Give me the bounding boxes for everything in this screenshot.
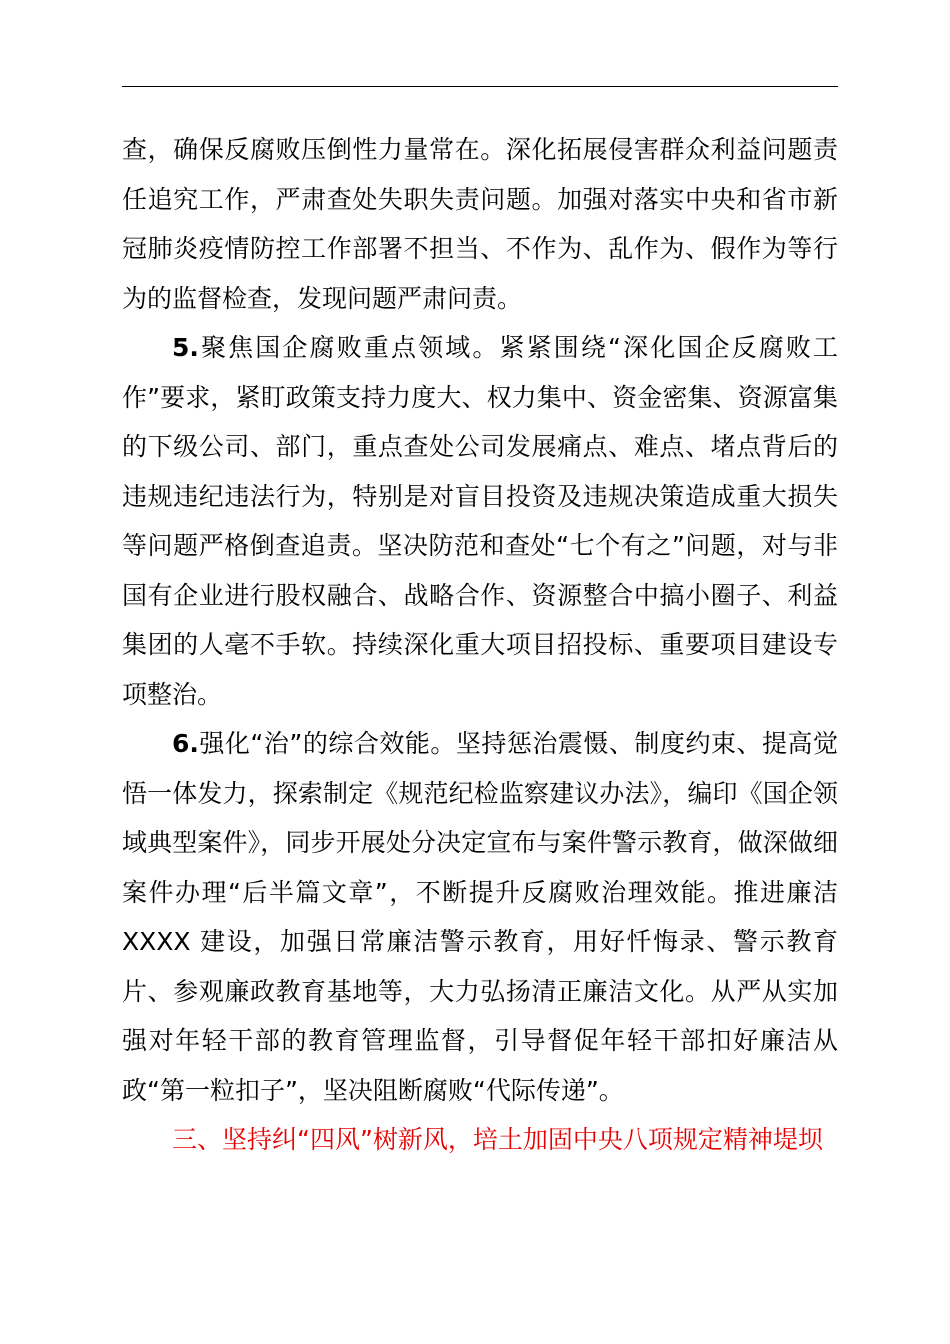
item-6-lead-text: 强化“治”	[198, 729, 303, 758]
header-rule	[122, 86, 838, 87]
paragraph-continuation: 查，确保反腐败压倒性力量常在。深化拓展侵害群众利益问题责任追究工作，严肃查处失职失责问题。加强对落实中央和省市新冠肺炎疫情防控工作部署不担当、不作为、乱作为、假作为等行为的监督检查，发现问题严肃问责。	[122, 135, 838, 313]
paragraph-item-5	[122, 323, 838, 719]
item-5-number: 5.	[172, 333, 199, 362]
section-heading-3: 三、坚持纠“四风”树新风，培土加固中央八项规定精神堤坝	[172, 1125, 823, 1154]
item-5-text: 聚焦国企腐败重点领域。紧紧围绕“深化国企反腐败工作”要求，紧盯政策支持力度大、权力集中、资金密集、资源富集的下级公司、部门，重点查处公司发展痛点、难点、堵点背后的违规违纪违法行为，特别是对盲目投资及违规决策造成重大损失等问题严格倒查追责。坚决防范和查处“七个有之”问题，对与非国有企业进行股权融合、战略合作、资源整合中搞小圈子、利益集团的人毫不手软。持续深化重大项目招投标、重要项目建设专项整治。	[122, 333, 838, 709]
document-body	[122, 125, 838, 1165]
paragraph-item-6	[122, 719, 838, 1115]
item-6-number: 6.	[172, 729, 199, 758]
item-6-text: 的综合效能。坚持惩治震慑、制度约束、提高觉悟一体发力，探索制定《规范纪检监察建议办法》，编印《国企领域典型案件》，同步开展处分决定宣布与案件警示教育，做深做细案件办理“后半篇文章”，不断提升反腐败治理效能。推进廉洁 XXXX 建设，加强日常廉洁警示教育，用好忏悔录、警示教育片、参观廉政教育基地等，大力弘扬清正廉洁文化。从严从实加强对年轻干部的教育管理监督，引导督促年轻干部扣好廉洁从政“第一粒扣子”，坚决阻断腐败“代际传递”。	[122, 729, 838, 1105]
